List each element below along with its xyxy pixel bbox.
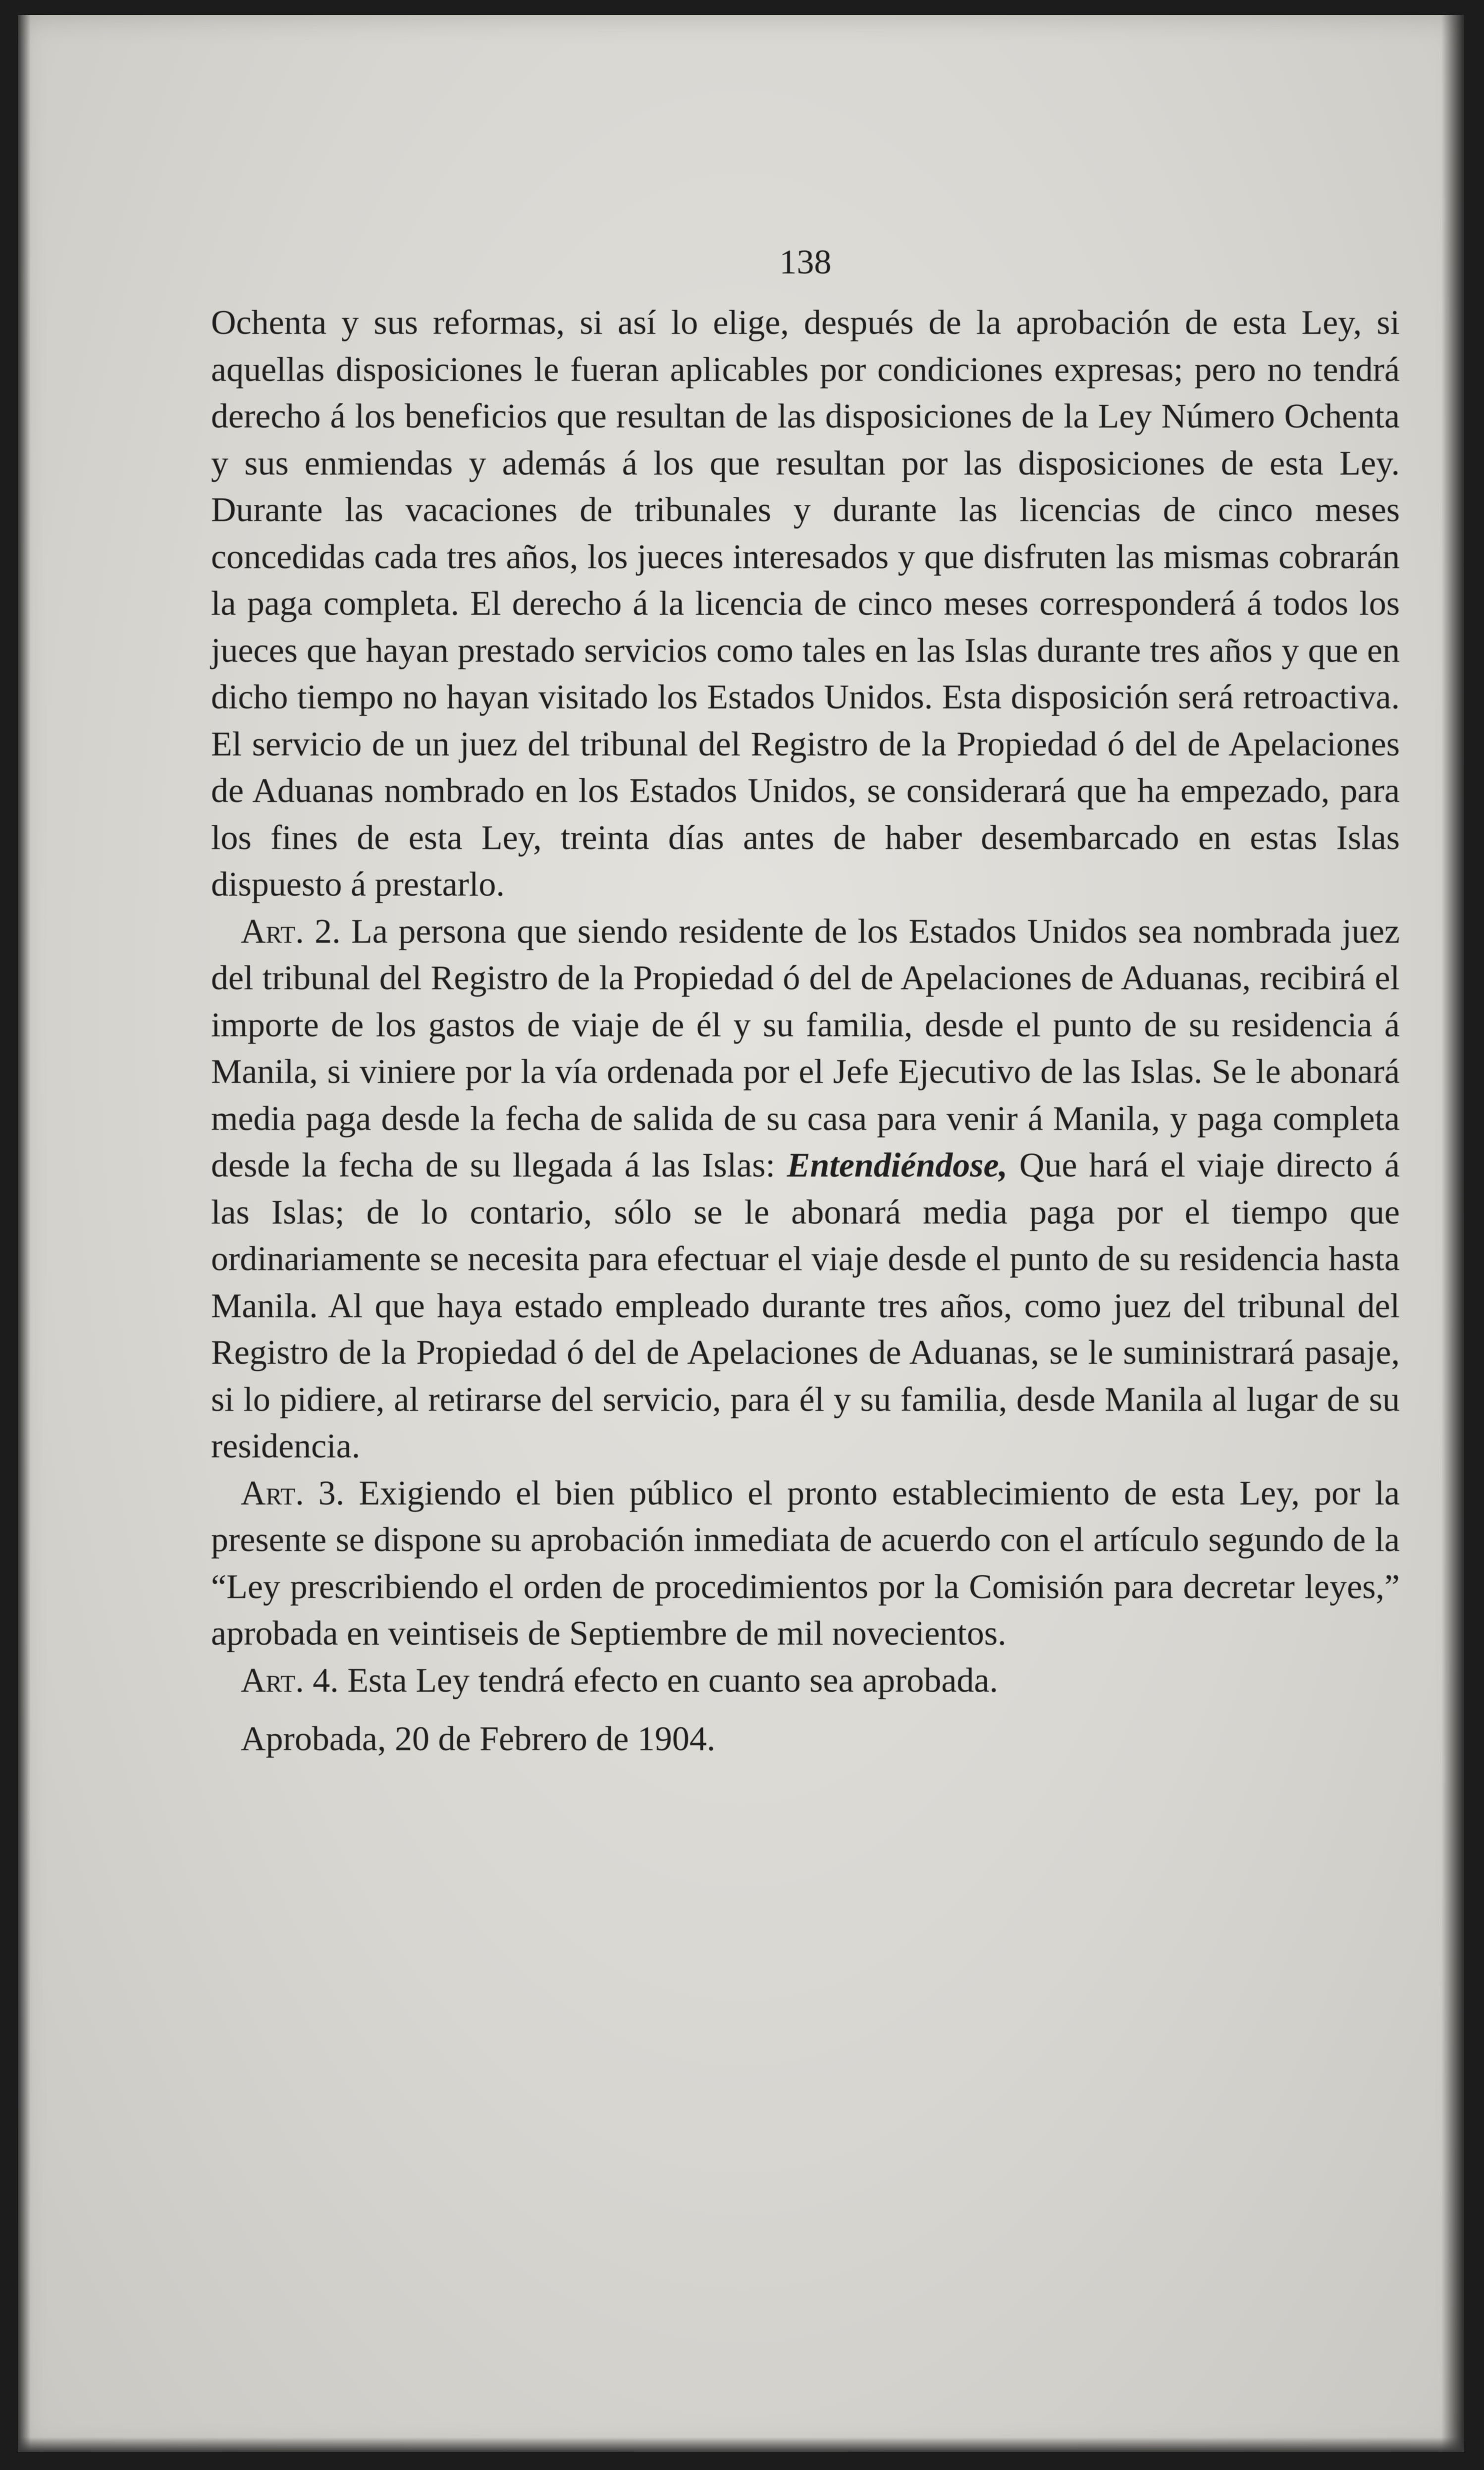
approval-date: Aprobada, 20 de Febrero de 1904. bbox=[241, 1720, 716, 1758]
article-4 bbox=[211, 1658, 1400, 1705]
article-3 bbox=[211, 1470, 1400, 1658]
paragraph-continuation: Ochenta y sus reformas, si así lo elige, después de la aprobación de esta Ley, si aquellas disposiciones le fueran aplicables por condiciones expresas; pero no tendrá derecho á los beneficios que resultan de las disposiciones de la Ley Número Ochenta y sus enmiendas y además á los que resultan por las disposiciones de esta Ley. Durante las vacaciones de tribunales y durante las licencias de cinco meses concedidas cada tres años, los jueces interesados y que disfruten las mismas cobrarán la paga completa. El derecho á la licencia de cinco meses corresponderá á todos los jueces que hayan prestado servicios como tales en las Islas durante tres años y que en dicho tiempo no hayan visitado los Estados Unidos. Esta disposición será retroactiva. El servicio de un juez del tribunal del Registro de la Propiedad ó del de Apelaciones de Aduanas nombrado en los Estados Unidos, se considerará que ha empezado, para los fines de esta Ley, treinta días antes de haber desembarcado en estas Islas dispuesto á prestarlo. bbox=[211, 304, 1400, 904]
page-text-block bbox=[211, 240, 1400, 1763]
article-4-text: Esta Ley tendrá efecto en cuanto sea aprobada. bbox=[338, 1661, 998, 1700]
article-2 bbox=[211, 909, 1400, 1470]
article-4-label: Art. 4. bbox=[241, 1661, 339, 1700]
article-2-text-a: La persona que siendo residente de los Estados Unidos sea nombrada juez del tribunal del Registro de la Propiedad ó del de Apelaciones de Aduanas, recibirá el importe de los gastos de viaje de él y su familia, desde el punto de su residencia á Manila, si viniere por la vía ordenada por el Jefe Ejecutivo de las Islas. Se le abonará media paga desde la fecha de salida de su casa para venir á Manila, y paga completa desde la fecha de su llegada á las Islas: bbox=[211, 912, 1400, 1184]
page-bottom-edge-shadow bbox=[18, 2437, 1464, 2452]
article-2-label: Art. 2. bbox=[241, 912, 341, 951]
page-left-edge-shadow bbox=[18, 15, 31, 2452]
article-3-text: Exigiendo el bien público el pronto establecimiento de esta Ley, por la presente se dispone su aprobación inmediata de acuerdo con el artículo segundo de la “Ley prescribiendo el orden de procedimientos por la Comisión para decretar leyes,” aprobada en veintiseis de Septiembre de mil novecientos. bbox=[211, 1474, 1400, 1653]
page-right-edge-shadow bbox=[1441, 15, 1464, 2452]
article-3-label: Art. 3. bbox=[241, 1474, 345, 1512]
article-2-proviso: Entendiéndose, bbox=[787, 1146, 1008, 1184]
page-number: 138 bbox=[779, 243, 832, 281]
scanned-page bbox=[18, 15, 1464, 2452]
article-2-text-b: Que hará el viaje directo á las Islas; de lo contario, sólo se le abonará media paga por el tiempo que ordinariamente se necesita para efectuar el viaje desde el punto de su residencia hasta Manila. Al que haya estado empleado durante tres años, como juez del tribunal del Registro de la Propiedad ó del de Apelaciones de Aduanas, se le suministrará pasaje, si lo pidiere, al retirarse del servicio, para él y su familia, desde Manila al lugar de su residencia. bbox=[211, 1146, 1400, 1465]
